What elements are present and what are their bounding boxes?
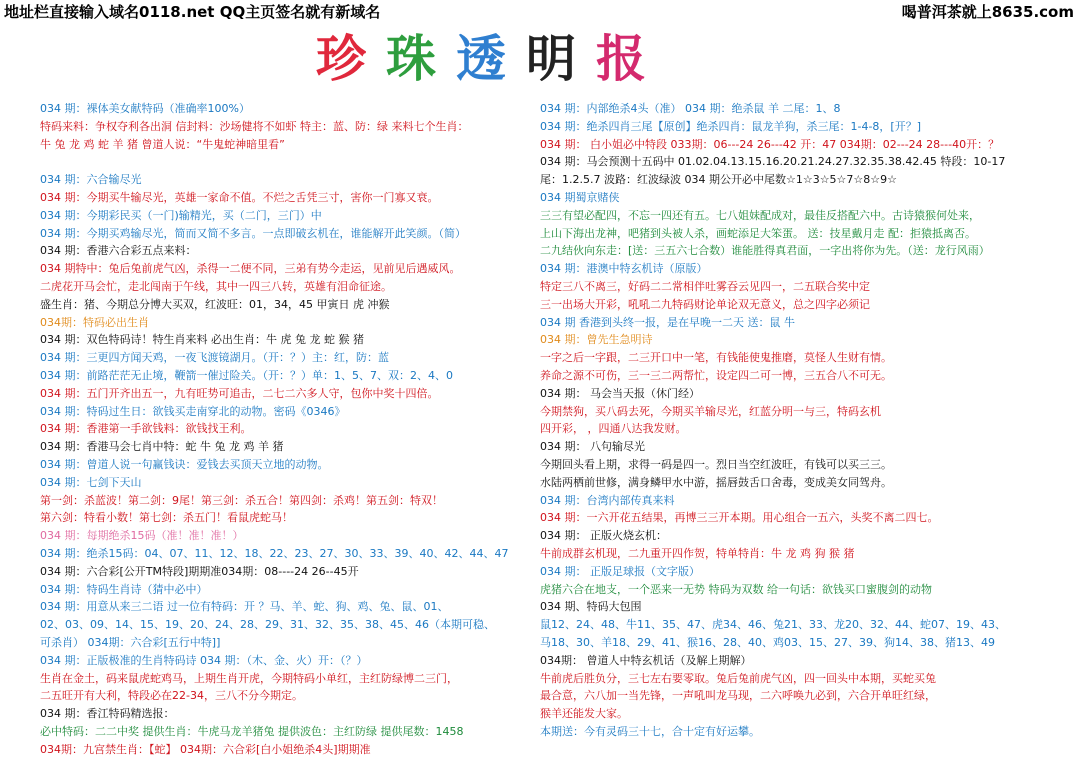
text-line: 034 期：绝杀四肖三尾【原创】绝杀四肖：鼠龙羊狗，杀三尾：1-4-8，[开？] [540,119,922,133]
text-line: 二五旺开有大利，特段必在22-34，三八不分今期定。 [40,689,303,703]
title-char: 透 [456,29,506,88]
text-line: 盛生肖：猪、今期总分博大买双，红波旺：01，34，45 甲寅日 虎 冲猴 [40,297,390,311]
text-line: 034 期：香港马会七肖中特：蛇 牛 兔 龙 鸡 羊 猪 [40,440,284,454]
text-line: 034 期：一六开花五结果，再博三三开本期。用心组合一五六，头奖不离二四七。 [540,511,939,525]
text-line: 034 期：今期彩民买（一门)输精光，买（二门，三门）中 [40,208,322,222]
text-line: 034 期：每期绝杀15码（准！准！准！） [40,529,244,543]
text-line: 034 期：裸体美女献特码（准确率100%） [40,102,250,115]
text-line: 尾：1.2.5.7 波路：红波绿波 034 期公开必中尾数☆1☆3☆5☆7☆8☆9☆ [540,173,897,187]
text-line: 034 期：六合彩[公开TM特段]期期准034期：08----24 26--45开 [40,564,359,578]
text-line: 034期：特码必出生肖 [40,315,149,329]
text-line: 今期回头看上期，求得一码是四一。烈日当空红波旺，有钱可以买三三。 [540,457,892,471]
page-title [316,26,666,92]
title-char: 珠 [386,29,436,88]
text-line: 二九结伙向东走：[送：三五六七合数）谁能胜得真君面，一字出将你为先。（送：龙行风雨） [540,244,990,258]
right-column [540,100,1040,741]
text-line: 三一出场大开彩，吼吼二九特码财论单论双无意义，总之四字必须记 [540,297,870,311]
text-line: 034 期：特码过生日：欲钱买走南穿北的动物。密码《0346》 [40,404,346,418]
text-line: 034 期：五门开齐出五一，九有旺势可追击，二七二六多人守，包你中奖十四倍。 [40,386,439,400]
text-line: 034 期：绝杀15码：04、07、11、12、18、22、23、27、30、33、39、40、42、44、47 [40,546,509,560]
text-line: 034 期：三更四方闻天鸡，一夜飞渡镜湖月。（开：？）主：红，防：蓝 [40,351,389,365]
text-line: 034 期： 正版火烧玄机： [540,529,667,543]
text-line: 034 期：马会预测十五码中 01.02.04.13.15.16.20.21.24.27.32.35.38.42.45 特段：10-17 [540,155,1006,169]
text-line: 034 期 香港到头终一报，是在早晚一二天 送：鼠 牛 [540,315,795,329]
text-line: 034 期：今期买牛输尽光，英雄一家命不值。不烂之舌凭三寸，害你一门寡又衰。 [40,190,439,204]
text-line: 034 期：前路茫茫无止境，鞭箭一催过险关。（开：？）单：1、5、7、双：2、4、0 [40,368,453,382]
text-line: 马18、30、羊18、29、41、猴16、28、40、鸡03、15、27、39、狗14、38、猪13、49 [540,635,995,649]
text-line: 034 期：台湾内部传真来料 [540,493,675,507]
text-line: 鼠12、24、48、牛11、35、47、虎34、46、兔21、33、龙20、32、44、蛇07、19、43、 [540,618,1006,632]
text-line: 猴羊还能发大家。 [540,707,628,721]
text-line: 牛前成群玄机现，二九重开四作贺，特单特肖：牛 龙 鸡 狗 猴 猪 [540,546,855,560]
text-line: 034 期：七剑下天山 [40,475,142,489]
text-line: 特码来料：争权夺利各出洞 信封料：沙场健将不如虾 特主：蓝、防：绿 来料七个生肖： [40,119,469,133]
text-line: 034 期：内部绝杀4头（准） 034 期：绝杀鼠 羊 二尾：1、8 [540,102,841,115]
text-line: 虎猪六合在地支，一个恶来一无势 特码为双数 给一句话：欲钱买口蜜腹剑的动物 [540,582,932,596]
text-line: 四开彩， ，四通八达我发财。 [540,422,687,436]
text-line: 034 期：曾先生急明诗 [540,333,653,347]
text-line: 034 期：正版极准的生肖特码诗 034 期：（木、金、火）开：（？） [40,653,368,667]
text-line [40,153,510,171]
left-column [40,100,510,758]
text-line: 034 期蜀京赌侠 [540,190,620,204]
text-line: 034 期：港澳中特玄机诗（原版） [540,262,708,276]
text-line: 034 期： 白小姐必中特段 033期：06---24 26---42 开：47 034期：02---24 28---40开：？ [540,137,1000,151]
text-line: 水陆两栖前世修，满身鳞甲水中游，摇唇鼓舌口舍毒，变成美女同驾舟。 [540,475,892,489]
text-line: 034 期： 马会当天报（休门经） [540,386,700,400]
text-line: 034 期：香港第一手欲钱料：欲钱找王利。 [40,422,252,436]
text-line: 034 期：特码生肖诗（猜中必中） [40,582,208,596]
text-line: 上山下海出龙神，吧猪到头被人杀，画蛇添足大笨蛋。 送：技星戴月走 配：拒猿抵离否。 [540,226,976,240]
title-char: 报 [596,29,646,88]
text-line: 034 期：香江特码精选报： [40,707,175,721]
text-line: 034 期：曾道人说一句赢钱诀：爱钱去买顶天立地的动物。 [40,457,329,471]
text-line: 034 期：今期买鸡输尽光，简而又简不多言。一点即破玄机在，谁能解开此笑颜。（简） [40,226,466,240]
text-line: 034 期：用意从来三二语 过一位有特码：开 ？马、羊、蛇、狗、鸡、兔、鼠、01、 [40,600,449,614]
text-line: 034 期特中：兔后兔前虎气凶，杀得一二便不同，三弟有势今走运，见前见后遇威风。 [40,262,461,276]
text-line: 034 期：香港六合彩五点来料： [40,244,197,258]
text-line: 034 期、特码大包围 [540,600,642,614]
text-line: 最合意，六八加一当先锋，一声吼叫龙马现，二六呼唤九必到，六合开单旺红绿， [540,689,936,703]
text-line: 034 期： 八句输尽光 [540,440,645,454]
text-line: 本期送：今有灵码三十七，合十定有好运攀。 [540,724,760,738]
title-char: 明 [526,29,576,88]
text-line: 034期：九宫禁生肖：【蛇】 034期：六合彩[白小姐绝杀4头]期期准 [40,742,371,756]
text-line: 034 期：六合输尽光 [40,173,142,187]
text-line: 一字之后一字跟，二三开口中一笔，有钱能使鬼推磨，莫怪人生财有情。 [540,351,892,365]
text-line: 034期： 曾道人中特玄机话（及解上期解） [540,653,752,667]
text-line: 034 期：双色特码诗！特生肖来料 必出生肖：牛 虎 兔 龙 蛇 猴 猪 [40,333,364,347]
text-line: 02、03、09、14、15、19、20、24、28、29、31、32、35、38、45、46（本期可稳、 [40,618,495,632]
text-line: 生肖在金土，码来鼠虎蛇鸡马，上期生肖开虎，今期特码小单红，主红防绿博二三门， [40,671,458,685]
banner-right-text: 喝普洱茶就上8635.com [901,3,1074,21]
title-char: 珍 [316,29,366,88]
text-line: 第一剑：杀蓝波！第二剑：9尾！第三剑：杀五合！第四剑：杀鸡！第五剑：特双！ [40,493,443,507]
text-line: 三三有望必配四，不忘一四还有五。七八姐妹配成对，最佳反搭配六中。古诗猿猴何处来， [540,208,980,222]
text-line: 可杀肖） 034期：六合彩[五行中特]] [40,635,221,649]
text-line: 牛 兔 龙 鸡 蛇 羊 猪 曾道人说：“牛鬼蛇神暗里看” [40,137,285,151]
top-banner [0,0,1080,22]
text-line: 养命之源不可伤，三一三二两帮忙，设定四二可一博，三五合八不可无。 [540,368,892,382]
text-line: 034 期： 正版足球报（文字版） [540,564,700,578]
text-line: 必中特码：二二中奖 提供生肖：牛虎马龙羊猪兔 提供波色：主红防绿 提供尾数：1458 [40,724,464,738]
text-line: 二虎花开马会忙，走北闯南于午线，其中一四三八转，英雄有泪命征途。 [40,279,392,293]
text-line: 特定三八不离三，好码二二常相伴吐雾吞云见四一，二五联合奖中定 [540,279,870,293]
banner-left-text: 地址栏直接输入域名0118.net QQ主页签名就有新域名 [4,3,381,21]
text-line: 今期禁狗，买八码去死，今期买羊输尽光，红蓝分明一与三，特码玄机 [540,404,881,418]
text-line: 牛前虎后胜负分，三七左右要零取。兔后兔前虎气凶，四一回头中本期，买蛇买兔 [540,671,936,685]
text-line: 第六剑：特看小数！第七剑：杀五门！看鼠虎蛇马！ [40,511,293,525]
